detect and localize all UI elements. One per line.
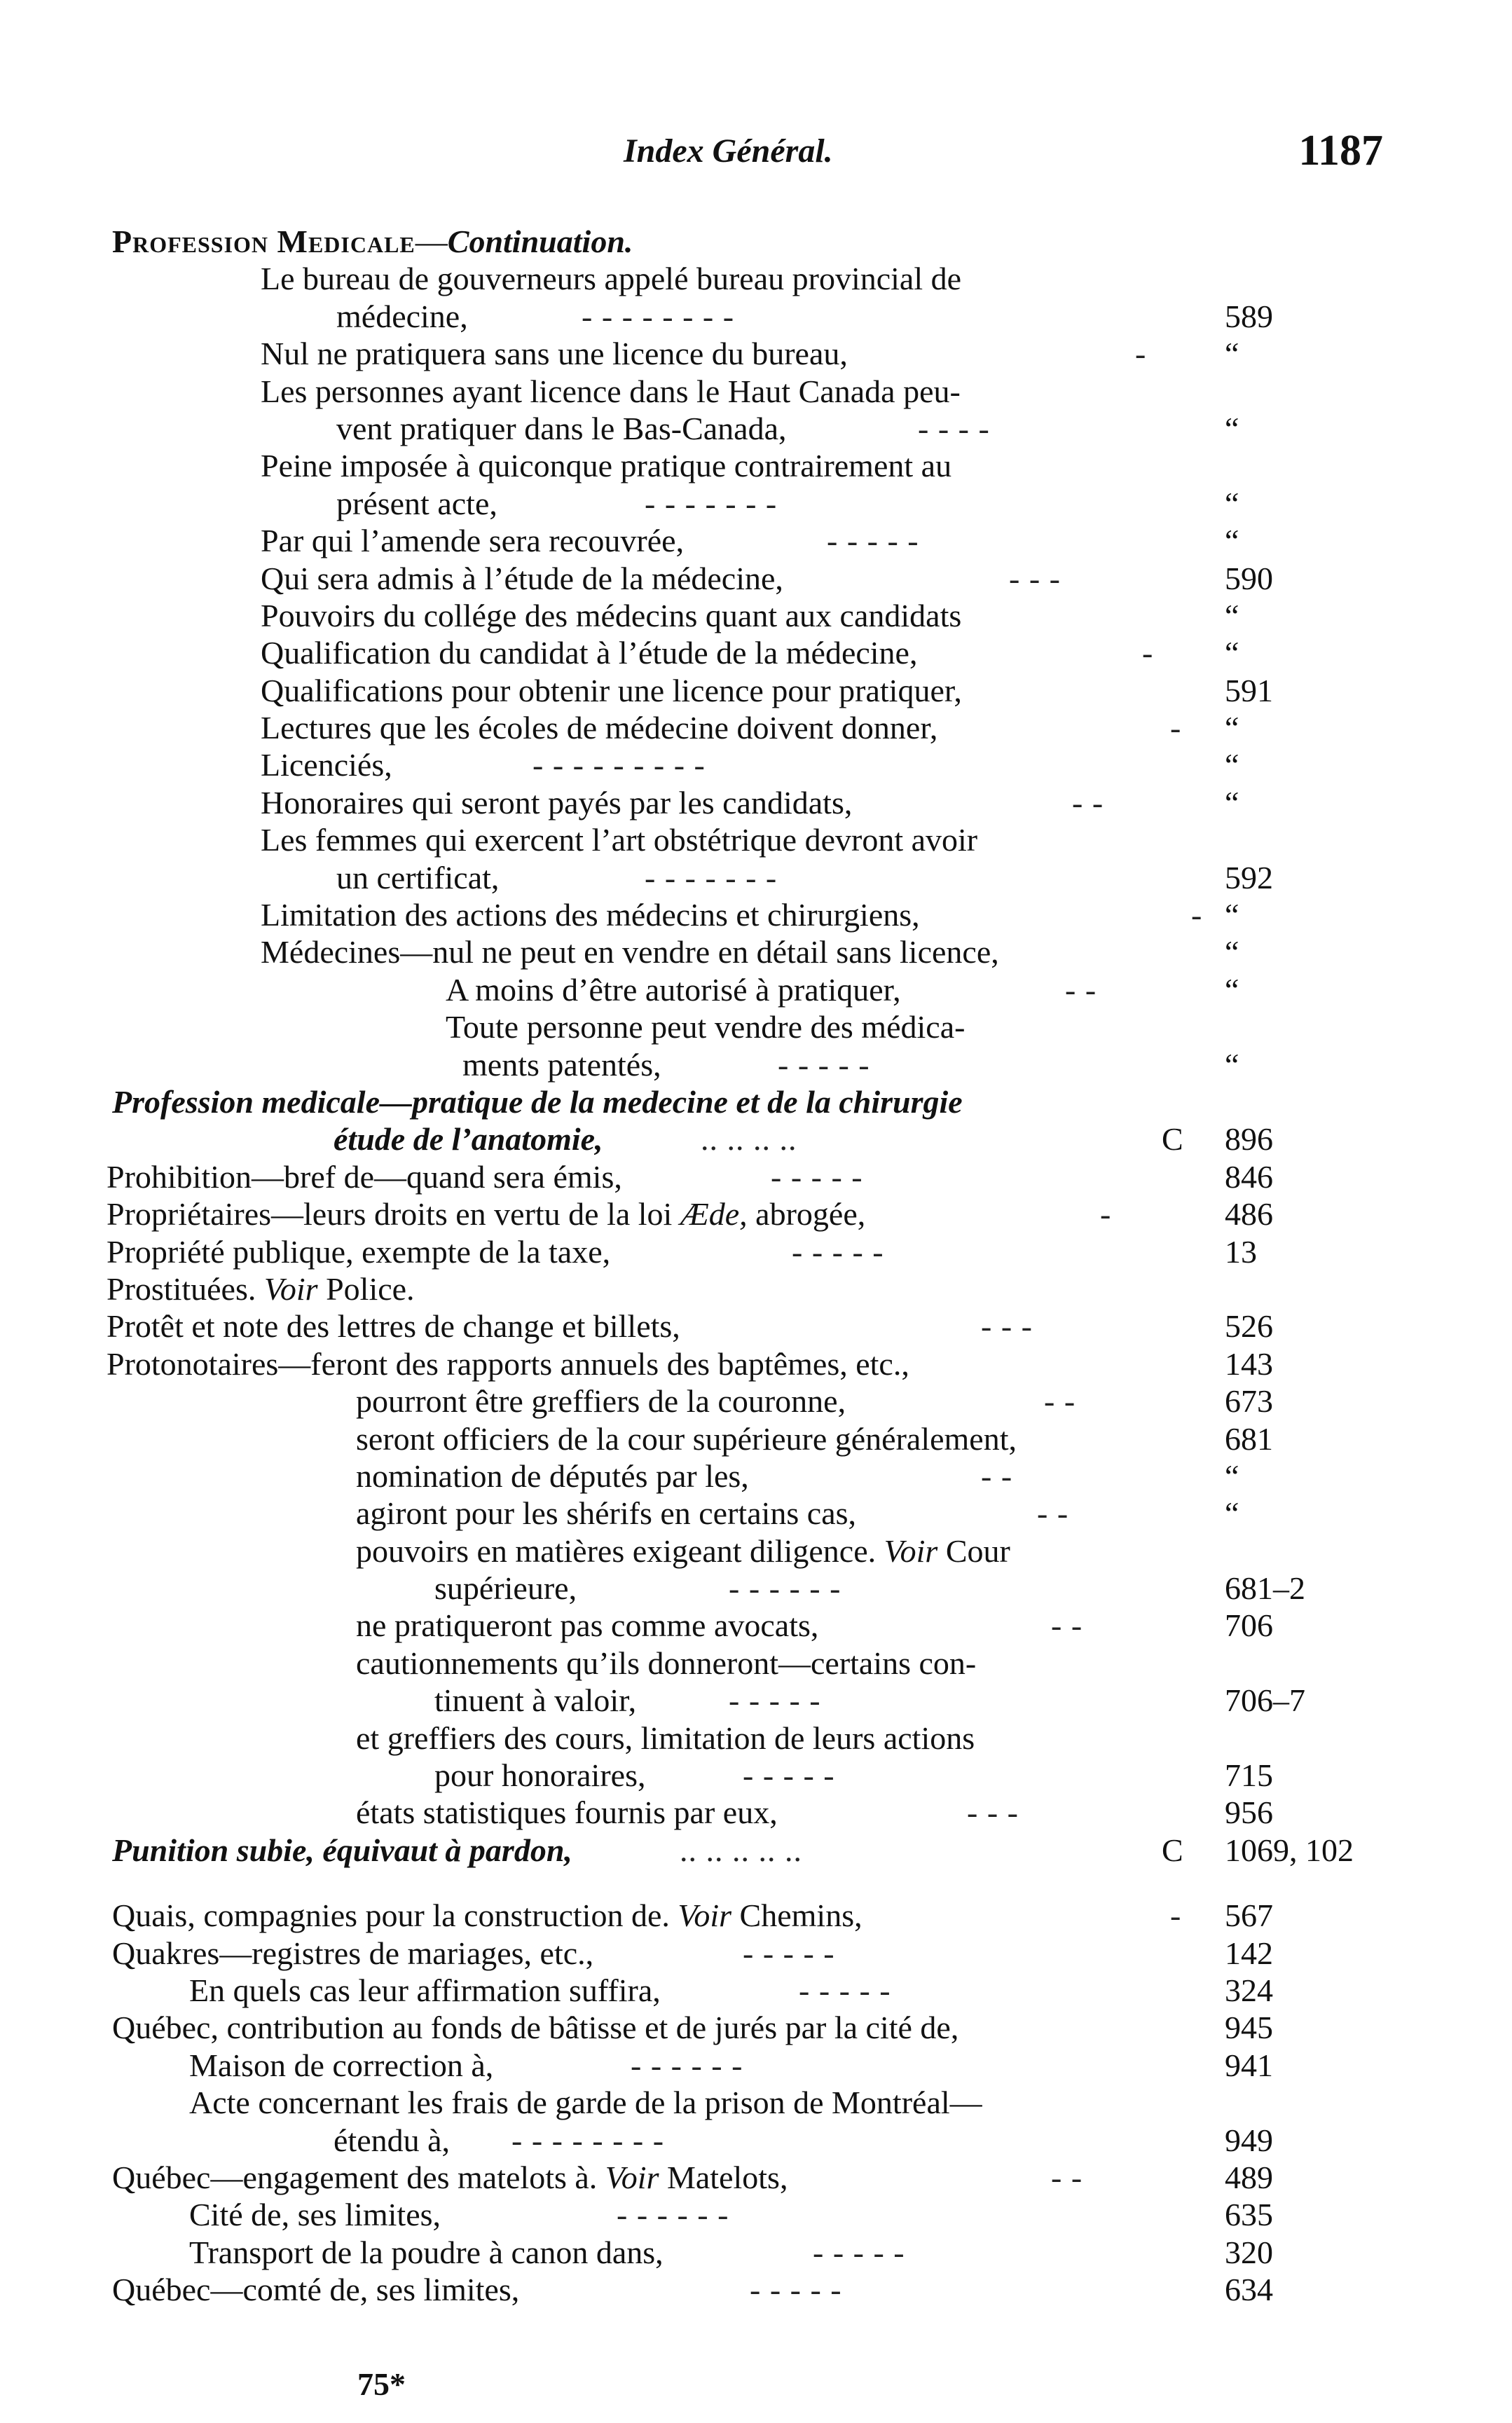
entry-text bbox=[261, 821, 977, 858]
entry-text-part: et greffiers des cours, limitation de leurs actions bbox=[356, 1720, 975, 1756]
entry-text-part: Toute personne peut vendre des médica- bbox=[446, 1009, 965, 1045]
index-line bbox=[0, 1345, 1512, 1382]
page-reference: 706 bbox=[1225, 1607, 1273, 1644]
index-line bbox=[0, 1532, 1512, 1570]
entry-text-part: ne pratiqueront pas comme avocats, bbox=[356, 1607, 819, 1644]
dot-leader: - - - bbox=[981, 1308, 1033, 1345]
entry-text bbox=[106, 1345, 909, 1382]
entry-text-part: ments patentés, bbox=[462, 1046, 661, 1083]
entry-text-part: Police. bbox=[317, 1270, 415, 1307]
entry-text-part: Nul ne pratiquera sans une licence du bureau, bbox=[261, 336, 848, 372]
entry-text-part: Profession medicale—pratique de la medecine et de la chirurgie bbox=[112, 1083, 963, 1120]
page-reference: “ bbox=[1225, 336, 1239, 372]
page-reference: 589 bbox=[1225, 298, 1273, 334]
page-reference: 526 bbox=[1225, 1308, 1273, 1345]
dot-leader: - - bbox=[981, 1457, 1013, 1494]
entry-text bbox=[462, 1046, 661, 1083]
statute-marker: C bbox=[1162, 1121, 1183, 1158]
dot-leader: - bbox=[1170, 1897, 1182, 1934]
page-reference: “ bbox=[1225, 1457, 1239, 1494]
entry-text-part: Æde, bbox=[680, 1196, 748, 1233]
entry-text-part: Qui sera admis à l’étude de la médecine, bbox=[261, 560, 783, 596]
index-line bbox=[0, 485, 1512, 522]
dot-leader: - - - - - bbox=[729, 1682, 821, 1719]
page-reference: 634 bbox=[1225, 2272, 1273, 2308]
entry-text-part: Médecines—nul ne peut en vendre en détail sans licence, bbox=[261, 934, 999, 970]
page-reference: 590 bbox=[1225, 560, 1273, 596]
entry-text-part: Protonotaires—feront des rapports annuels des baptêmes, etc., bbox=[106, 1345, 909, 1382]
index-line bbox=[0, 2234, 1512, 2271]
entry-text-part: étendu à, bbox=[334, 2122, 451, 2158]
page-reference: 706–7 bbox=[1225, 1682, 1305, 1719]
index-line bbox=[0, 1233, 1512, 1270]
entry-text bbox=[356, 1532, 1010, 1570]
entry-text-part: Québec, contribution au fonds de bâtisse et de jurés par la cité de, bbox=[112, 2010, 959, 2046]
entry-text bbox=[434, 1570, 577, 1607]
entry-text-part: étude de l’anatomie, bbox=[334, 1121, 603, 1158]
entry-text bbox=[261, 560, 783, 597]
entry-text-part: Voir bbox=[605, 2159, 659, 2195]
index-line bbox=[0, 1897, 1512, 1934]
index-line bbox=[0, 447, 1512, 484]
page-reference: “ bbox=[1225, 410, 1239, 446]
page-reference: “ bbox=[1225, 710, 1239, 746]
index-line bbox=[0, 2122, 1512, 2159]
entry-text-part: Peine imposée à quiconque pratique contrairement au bbox=[261, 448, 952, 484]
entry-text bbox=[261, 896, 920, 933]
entry-text-part: Transport de la poudre à canon dans, bbox=[189, 2234, 664, 2270]
entry-text-part: Les personnes ayant licence dans le Haut Canada peu- bbox=[261, 373, 961, 409]
entry-text bbox=[106, 1233, 610, 1270]
index-line bbox=[0, 1645, 1512, 1682]
page-reference: 949 bbox=[1225, 2122, 1273, 2158]
page-reference: 320 bbox=[1225, 2234, 1273, 2270]
index-line bbox=[0, 1046, 1512, 1083]
page-reference: “ bbox=[1225, 971, 1239, 1008]
index-line bbox=[0, 560, 1512, 597]
entry-text bbox=[356, 1382, 846, 1420]
entry-text bbox=[112, 1897, 862, 1934]
page-reference: 681 bbox=[1225, 1420, 1273, 1457]
entry-text-part: Licenciés, bbox=[261, 747, 392, 783]
entry-text bbox=[261, 933, 999, 970]
entry-text bbox=[261, 522, 684, 559]
entry-text bbox=[261, 672, 962, 709]
page-reference: 673 bbox=[1225, 1383, 1273, 1420]
index-line bbox=[0, 597, 1512, 634]
dot-leader: - - - - - - bbox=[729, 1570, 841, 1607]
index-line bbox=[0, 2047, 1512, 2084]
dot-leader: - - bbox=[1051, 1607, 1083, 1644]
dot-leader: - - - - - bbox=[813, 2234, 905, 2270]
index-line bbox=[0, 1935, 1512, 1972]
index-line bbox=[0, 2084, 1512, 2121]
entry-text-part: tinuent à valoir, bbox=[434, 1682, 637, 1719]
entry-text bbox=[261, 709, 937, 746]
entry-text-part: Punition subie, équivaut à pardon, bbox=[112, 1832, 572, 1868]
dot-leader: - - - - - - - bbox=[645, 859, 778, 895]
entry-text bbox=[356, 1794, 778, 1831]
entry-text bbox=[356, 1457, 749, 1495]
index-line bbox=[0, 1570, 1512, 1607]
entry-text-part: Québec—comté de, ses limites, bbox=[112, 2272, 520, 2308]
entry-text bbox=[356, 1645, 976, 1682]
dot-leader: - - - - - bbox=[799, 1972, 891, 2008]
page-reference: 1069, 102 bbox=[1225, 1832, 1354, 1868]
entry-text bbox=[356, 1607, 818, 1644]
dot-leader: - - - - - bbox=[792, 1233, 884, 1270]
entry-text-part: Protêt et note des lettres de change et billets, bbox=[106, 1308, 680, 1345]
dot-leader: - - - bbox=[1009, 560, 1061, 596]
page-reference: “ bbox=[1225, 897, 1239, 933]
page-reference: 591 bbox=[1225, 672, 1273, 708]
page-reference: “ bbox=[1225, 597, 1239, 633]
entry-text bbox=[356, 1495, 856, 1532]
page-reference: “ bbox=[1225, 523, 1239, 559]
page-reference: “ bbox=[1225, 485, 1239, 521]
entry-text-part: Par qui l’amende sera recouvrée, bbox=[261, 523, 685, 559]
entry-text-part: Profession Medicale bbox=[112, 224, 415, 259]
entry-text-part: médecine, bbox=[336, 298, 468, 334]
page-reference: “ bbox=[1225, 635, 1239, 671]
dot-leader: .. .. .. .. bbox=[701, 1121, 797, 1158]
index-line bbox=[0, 1972, 1512, 2009]
index-line bbox=[0, 1120, 1512, 1158]
page-reference: 489 bbox=[1225, 2159, 1273, 2195]
dot-leader: - - - bbox=[967, 1794, 1019, 1831]
entry-text-part: Qualification du candidat à l’étude de la médecine, bbox=[261, 635, 918, 671]
dot-leader: - - - - - - - - - bbox=[532, 747, 706, 783]
index-line bbox=[0, 2159, 1512, 2196]
entry-text bbox=[106, 1270, 415, 1307]
entry-text-part: états statistiques fournis par eux, bbox=[356, 1794, 778, 1831]
entry-text bbox=[434, 1757, 645, 1794]
signature-mark: 75* bbox=[357, 2366, 406, 2402]
entry-text-part: pour honoraires, bbox=[434, 1757, 646, 1794]
statute-marker: C bbox=[1162, 1832, 1183, 1868]
index-line bbox=[0, 1720, 1512, 1757]
page-reference: 567 bbox=[1225, 1897, 1273, 1934]
entry-text bbox=[261, 335, 848, 372]
dot-leader: - - bbox=[1044, 1383, 1076, 1420]
entry-text-part: Voir bbox=[678, 1897, 732, 1934]
dot-leader: - - - - - bbox=[750, 2272, 842, 2308]
page-reference: 956 bbox=[1225, 1794, 1273, 1831]
index-line bbox=[0, 2196, 1512, 2233]
entry-text-part: Acte concernant les frais de garde de la prison de Montréal— bbox=[189, 2085, 982, 2121]
index-line bbox=[0, 223, 1512, 260]
entry-text-part: Pouvoirs du collége des médecins quant aux candidats bbox=[261, 597, 962, 633]
entry-text-part: Cour bbox=[937, 1532, 1010, 1569]
dot-leader: - - - - - bbox=[778, 1046, 870, 1083]
entry-text-part: nomination de députés par les, bbox=[356, 1457, 749, 1494]
entry-text bbox=[336, 485, 497, 522]
entry-text-part: Maison de correction à, bbox=[189, 2047, 494, 2083]
entry-text bbox=[189, 2196, 441, 2233]
entry-text bbox=[112, 2009, 958, 2046]
page-reference: 486 bbox=[1225, 1196, 1273, 1233]
index-line bbox=[0, 2271, 1512, 2308]
page-reference: 715 bbox=[1225, 1757, 1273, 1794]
entry-text bbox=[446, 971, 901, 1008]
entry-text bbox=[189, 2084, 982, 2121]
index-line bbox=[0, 1158, 1512, 1195]
entry-text bbox=[334, 1120, 603, 1158]
entry-text bbox=[106, 1195, 865, 1233]
index-line bbox=[0, 1307, 1512, 1345]
entry-text bbox=[261, 447, 951, 484]
entry-text-part: pouvoirs en matières exigeant diligence. bbox=[356, 1532, 884, 1569]
index-line bbox=[0, 1457, 1512, 1495]
index-line bbox=[0, 896, 1512, 933]
index-line bbox=[0, 634, 1512, 671]
dot-leader: - - - - - - bbox=[617, 2197, 729, 2233]
entry-text bbox=[356, 1720, 975, 1757]
index-line bbox=[0, 784, 1512, 821]
entry-text-part: Propriétaires—leurs droits en vertu de la loi bbox=[106, 1196, 680, 1233]
index-line bbox=[0, 1008, 1512, 1045]
entry-text bbox=[112, 223, 633, 260]
page-reference: 945 bbox=[1225, 2010, 1273, 2046]
entry-text-part: Honoraires qui seront payés par les candidats, bbox=[261, 784, 853, 821]
index-line bbox=[0, 971, 1512, 1008]
dot-leader: - - bbox=[1051, 2159, 1083, 2195]
dot-leader: - - - - - - - - bbox=[511, 2122, 665, 2158]
dot-leader: - - - - - - - bbox=[645, 485, 778, 521]
entry-text-part: En quels cas leur affirmation suffira, bbox=[189, 1972, 661, 2008]
page-reference: “ bbox=[1225, 747, 1239, 783]
entry-text bbox=[112, 2159, 788, 2196]
entry-text-part: Le bureau de gouverneurs appelé bureau provincial de bbox=[261, 261, 962, 297]
entry-text bbox=[112, 1935, 593, 1972]
entry-text-part: Voir bbox=[263, 1270, 318, 1307]
dot-leader: - bbox=[1100, 1196, 1112, 1233]
entry-text bbox=[336, 298, 468, 335]
page-number: 1187 bbox=[1298, 127, 1383, 174]
index-line bbox=[0, 1607, 1512, 1644]
page-reference: 324 bbox=[1225, 1972, 1273, 2008]
entry-text bbox=[336, 859, 499, 896]
entry-text-part: présent acte, bbox=[336, 485, 497, 521]
page-reference: 142 bbox=[1225, 1935, 1273, 1971]
dot-leader: - - - - - - bbox=[631, 2047, 743, 2083]
index-entries bbox=[0, 223, 1512, 2308]
entry-text-part: Les femmes qui exercent l’art obstétrique devront avoir bbox=[261, 822, 978, 858]
entry-text bbox=[189, 2047, 493, 2084]
page-reference: 941 bbox=[1225, 2047, 1273, 2083]
dot-leader: - - - - - bbox=[771, 1158, 863, 1195]
page-header bbox=[0, 127, 1512, 181]
entry-text-part: Québec—engagement des matelots à. bbox=[112, 2159, 605, 2195]
section-gap bbox=[0, 1869, 1512, 1897]
page-reference: 13 bbox=[1225, 1233, 1257, 1270]
index-line bbox=[0, 1832, 1512, 1869]
dot-leader: - - - - - bbox=[827, 523, 919, 559]
dot-leader: - bbox=[1135, 336, 1147, 372]
dot-leader: - - - - - bbox=[743, 1757, 835, 1794]
page-reference: 592 bbox=[1225, 859, 1273, 895]
index-line bbox=[0, 298, 1512, 335]
index-line bbox=[0, 2009, 1512, 2046]
dot-leader: - bbox=[1191, 897, 1203, 933]
entry-text-part: Prohibition—bref de—quand sera émis, bbox=[106, 1158, 622, 1195]
entry-text bbox=[189, 1972, 661, 2009]
index-line bbox=[0, 1682, 1512, 1719]
entry-text-part: Limitation des actions des médecins et chirurgiens, bbox=[261, 897, 920, 933]
entry-text-part: agiront pour les shérifs en certains cas, bbox=[356, 1495, 857, 1532]
page-reference: 896 bbox=[1225, 1121, 1273, 1158]
entry-text-part: Cité de, ses limites, bbox=[189, 2197, 441, 2233]
entry-text-part: Prostituées. bbox=[106, 1270, 264, 1307]
entry-text bbox=[112, 2271, 519, 2308]
index-line bbox=[0, 933, 1512, 970]
entry-text bbox=[112, 1083, 963, 1120]
index-line bbox=[0, 522, 1512, 559]
index-line bbox=[0, 859, 1512, 896]
entry-text bbox=[106, 1307, 680, 1345]
dot-leader: .. .. .. .. .. bbox=[680, 1832, 802, 1868]
page-reference: 635 bbox=[1225, 2197, 1273, 2233]
dot-leader: - - bbox=[1065, 971, 1097, 1008]
index-line bbox=[0, 1794, 1512, 1831]
dot-leader: - - bbox=[1072, 784, 1104, 821]
entry-text-part: un certificat, bbox=[336, 859, 500, 895]
index-line bbox=[0, 410, 1512, 447]
entry-text bbox=[261, 260, 961, 297]
entry-text bbox=[261, 634, 917, 671]
dot-leader: - bbox=[1142, 635, 1154, 671]
index-line bbox=[0, 1495, 1512, 1532]
entry-text-part: Matelots, bbox=[659, 2159, 788, 2195]
entry-text-part: Voir bbox=[884, 1532, 938, 1569]
entry-text bbox=[261, 784, 852, 821]
entry-text bbox=[189, 2234, 664, 2271]
entry-text-part: supérieure, bbox=[434, 1570, 577, 1607]
entry-text bbox=[434, 1682, 636, 1719]
dot-leader: - - - - - bbox=[743, 1935, 835, 1971]
dot-leader: - bbox=[1170, 710, 1182, 746]
dot-leader: - - - - - - - - bbox=[582, 298, 735, 334]
entry-text-part: Qualifications pour obtenir une licence pour pratiquer, bbox=[261, 672, 962, 708]
index-line bbox=[0, 1195, 1512, 1233]
entry-text bbox=[106, 1158, 622, 1195]
index-line bbox=[0, 1382, 1512, 1420]
index-line bbox=[0, 1083, 1512, 1120]
entry-text bbox=[261, 746, 392, 783]
entry-text bbox=[261, 373, 961, 410]
entry-text-part: Continuation. bbox=[447, 224, 633, 259]
index-line bbox=[0, 1757, 1512, 1794]
entry-text bbox=[356, 1420, 1017, 1457]
index-line bbox=[0, 335, 1512, 372]
dot-leader: - - bbox=[1037, 1495, 1069, 1532]
running-title: Index Général. bbox=[624, 132, 833, 170]
index-line bbox=[0, 709, 1512, 746]
page-reference: 143 bbox=[1225, 1345, 1273, 1382]
page-reference: 681–2 bbox=[1225, 1570, 1305, 1607]
entry-text-part: — bbox=[415, 224, 448, 259]
entry-text-part: Lectures que les écoles de médecine doivent donner, bbox=[261, 710, 938, 746]
index-line bbox=[0, 1420, 1512, 1457]
page-reference: 846 bbox=[1225, 1158, 1273, 1195]
entry-text bbox=[336, 410, 787, 447]
entry-text bbox=[446, 1008, 965, 1045]
entry-text-part: abrogée, bbox=[747, 1196, 866, 1233]
index-line bbox=[0, 821, 1512, 858]
entry-text-part: Chemins, bbox=[731, 1897, 862, 1934]
entry-text-part: vent pratiquer dans le Bas-Canada, bbox=[336, 410, 787, 446]
index-line bbox=[0, 746, 1512, 783]
entry-text-part: Propriété publique, exempte de la taxe, bbox=[106, 1233, 611, 1270]
index-line bbox=[0, 373, 1512, 410]
entry-text-part: Quais, compagnies pour la construction de. bbox=[112, 1897, 678, 1934]
entry-text-part: cautionnements qu’ils donneront—certains con- bbox=[356, 1645, 977, 1681]
dot-leader: - - - - bbox=[918, 410, 990, 446]
entry-text-part: seront officiers de la cour supérieure généralement, bbox=[356, 1420, 1017, 1457]
page-reference: “ bbox=[1225, 1495, 1239, 1532]
entry-text-part: A moins d’être autorisé à pratiquer, bbox=[446, 971, 901, 1008]
page-reference: “ bbox=[1225, 784, 1239, 821]
page-reference: “ bbox=[1225, 1046, 1239, 1083]
index-line bbox=[0, 672, 1512, 709]
index-line bbox=[0, 260, 1512, 297]
entry-text bbox=[261, 597, 961, 634]
entry-text bbox=[334, 2122, 450, 2159]
entry-text-part: Quakres—registres de mariages, etc., bbox=[112, 1935, 594, 1971]
entry-text bbox=[112, 1832, 572, 1869]
page-reference: “ bbox=[1225, 934, 1239, 970]
index-line bbox=[0, 1270, 1512, 1307]
entry-text-part: pourront être greffiers de la couronne, bbox=[356, 1383, 846, 1420]
